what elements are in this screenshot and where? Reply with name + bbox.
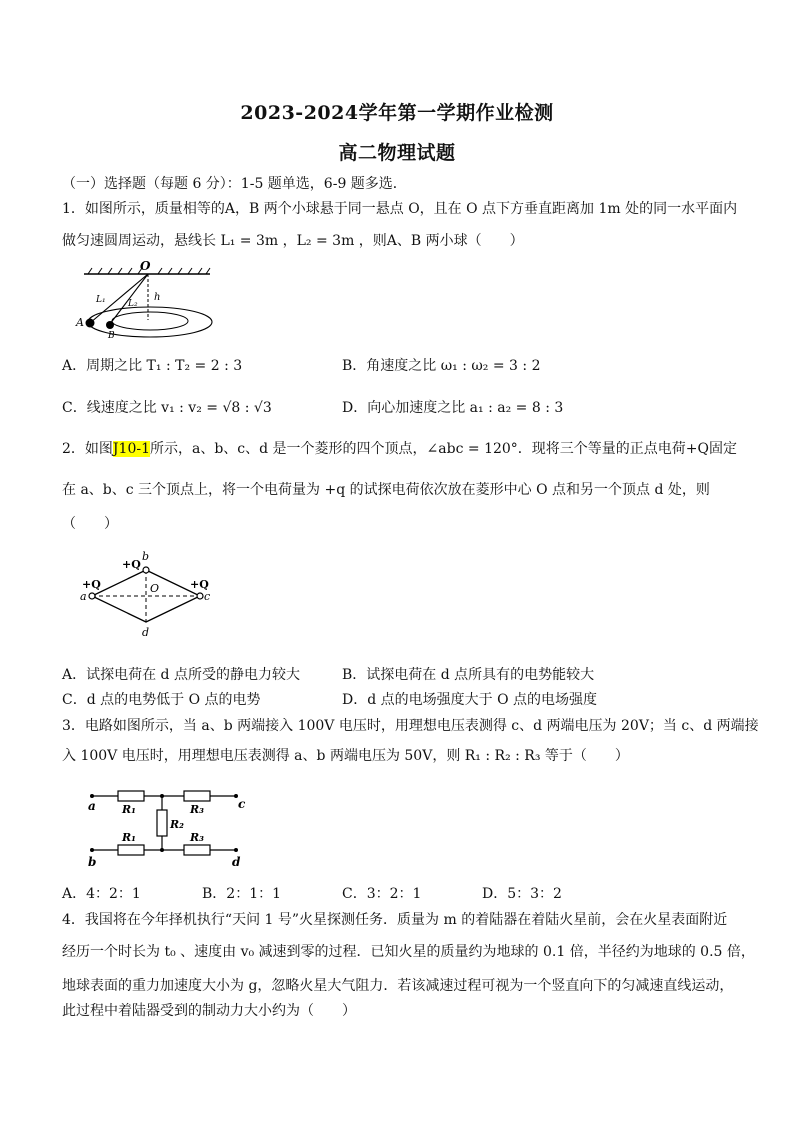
q2-vertex-c [197, 593, 203, 599]
q3-label-r2: R₂ [170, 818, 184, 831]
q2-label-qa: +Q [82, 578, 101, 591]
q3-label-d: d [232, 855, 241, 869]
q2-stem-line2: 在 a、b、c 三个顶点上，将一个电荷量为 +q 的试探电荷依次放在菱形中心 O 点和另一个顶点 d 处，则 [62, 482, 710, 498]
q2-label-a: a [80, 590, 87, 603]
q2-vertex-b [143, 567, 149, 573]
q1-label-b: B [108, 331, 115, 340]
q3-label-r3-top: R₃ [190, 803, 204, 816]
q2-figure-svg [76, 548, 216, 644]
q3-label-a: a [88, 799, 96, 813]
q3-resistor-r1-top [118, 791, 144, 801]
q2-label-d: d [142, 626, 150, 639]
q1-label-l2: L₂ [128, 299, 138, 309]
q3-option-c: C．3：2：1 [342, 886, 422, 902]
q3-label-r1-bottom: R₁ [122, 831, 136, 844]
q2-figure [76, 548, 216, 644]
q1-figure-svg [70, 258, 220, 340]
q4-stem-line4: 此过程中着陆器受到的制动力大小约为（ ） [62, 1003, 356, 1019]
q1-option-c: C．线速度之比 v₁ : v₂ = √8 : √3 [62, 400, 272, 416]
q2-figure-ref-highlight: J10-1 [112, 441, 150, 457]
q2-stem-line1 [62, 439, 742, 459]
q3-resistor-r3-bottom [184, 845, 210, 855]
q3-terminal-a [90, 794, 94, 798]
q4-stem-line2: 经历一个时长为 t₀ 、速度由 v₀ 减速到零的过程．已知火星的质量约为地球的 0.1 倍，半径约为地球的 0.5 倍， [62, 944, 755, 960]
q3-stem-line2: 入 100V 电压时，用理想电压表测得 a、b 两端电压为 50V，则 R₁ : R₂ : R₃ 等于（ ） [62, 748, 629, 764]
q3-label-c: c [238, 797, 246, 811]
q2-label-c: c [204, 590, 211, 603]
q2-option-a: A．试探电荷在 d 点所受的静电力较大 [62, 667, 300, 683]
q3-figure-svg [74, 786, 254, 872]
q2-stem-line3: （ ） [62, 516, 118, 532]
q1-label-l1: L₁ [96, 295, 106, 305]
q2-option-d: D．d 点的电场强度大于 O 点的电场强度 [342, 692, 598, 708]
q1-label-a: A [76, 316, 84, 329]
q1-label-o: O [140, 259, 151, 273]
q1-stem-line1: 1．如图所示，质量相等的A，B 两个小球悬于同一悬点 O，且在 O 点下方垂直距离加 1m 处的同一水平面内 [62, 201, 738, 217]
q4-stem-line3: 地球表面的重力加速度大小为 g，忽略火星大气阻力．若该减速过程可视为一个竖直向下的匀减速直线运动， [62, 978, 734, 994]
q4-stem-line1: 4．我国将在今年择机执行“天问 1 号”火星探测任务．质量为 m 的着陆器在着陆火星前，会在火星表面附近 [62, 912, 728, 928]
q3-label-b: b [88, 855, 97, 869]
q3-option-b: B．2：1：1 [202, 886, 282, 902]
q2-label-qc: +Q [190, 578, 209, 591]
q3-figure [74, 786, 254, 872]
q3-terminal-d [234, 848, 238, 852]
q3-resistor-r1-bottom [118, 845, 144, 855]
q2-option-c: C．d 点的电势低于 O 点的电势 [62, 692, 261, 708]
q1-option-b: B．角速度之比 ω₁ : ω₂ = 3 : 2 [342, 358, 541, 374]
q3-label-r1-top: R₁ [122, 803, 136, 816]
q1-stem-line2: 做匀速圆周运动，悬线长 L₁ = 3m ，L₂ = 3m ，则A、B 两小球（ ） [62, 233, 524, 249]
q2-stem-pre: 2．如图 [62, 441, 113, 457]
q3-resistor-r3-top [184, 791, 210, 801]
exam-subtitle: 高二物理试题 [338, 142, 456, 164]
q3-label-r3-bottom: R₃ [190, 831, 204, 844]
q3-resistor-r2 [157, 810, 167, 836]
q2-label-b: b [142, 550, 150, 563]
q3-option-d: D．5：3：2 [482, 886, 562, 902]
q3-option-a: A．4：2：1 [62, 886, 141, 902]
q2-label-qb: +Q [122, 558, 141, 571]
exam-title: 2023-2024学年第一学期作业检测 [240, 102, 554, 124]
q1-orbit-inner [112, 312, 188, 330]
q2-stem-post: 所示，a、b、c、d 是一个菱形的四个顶点，∠abc = 120°．现将三个等量的正点电荷+Q固定 [150, 441, 738, 457]
q1-label-h: h [154, 292, 161, 303]
q1-option-a: A．周期之比 T₁ : T₂ = 2 : 3 [62, 358, 243, 374]
q2-vertex-a [89, 593, 95, 599]
q1-ball-a [86, 319, 95, 328]
q1-ball-b [106, 321, 114, 329]
q1-figure [70, 258, 220, 340]
q3-terminal-b [90, 848, 94, 852]
section-intro: （一）选择题（每题 6 分）：1-5 题单选，6-9 题多选． [62, 176, 407, 192]
q3-stem-line1: 3．电路如图所示，当 a、b 两端接入 100V 电压时，用理想电压表测得 c、d 两端电压为 20V；当 c、d 两端接 [62, 718, 759, 734]
q1-option-d: D．向心加速度之比 a₁ : a₂ = 8 : 3 [342, 400, 564, 416]
q2-option-b: B．试探电荷在 d 点所具有的电势能较大 [342, 667, 595, 683]
q2-label-o: O [150, 582, 160, 595]
